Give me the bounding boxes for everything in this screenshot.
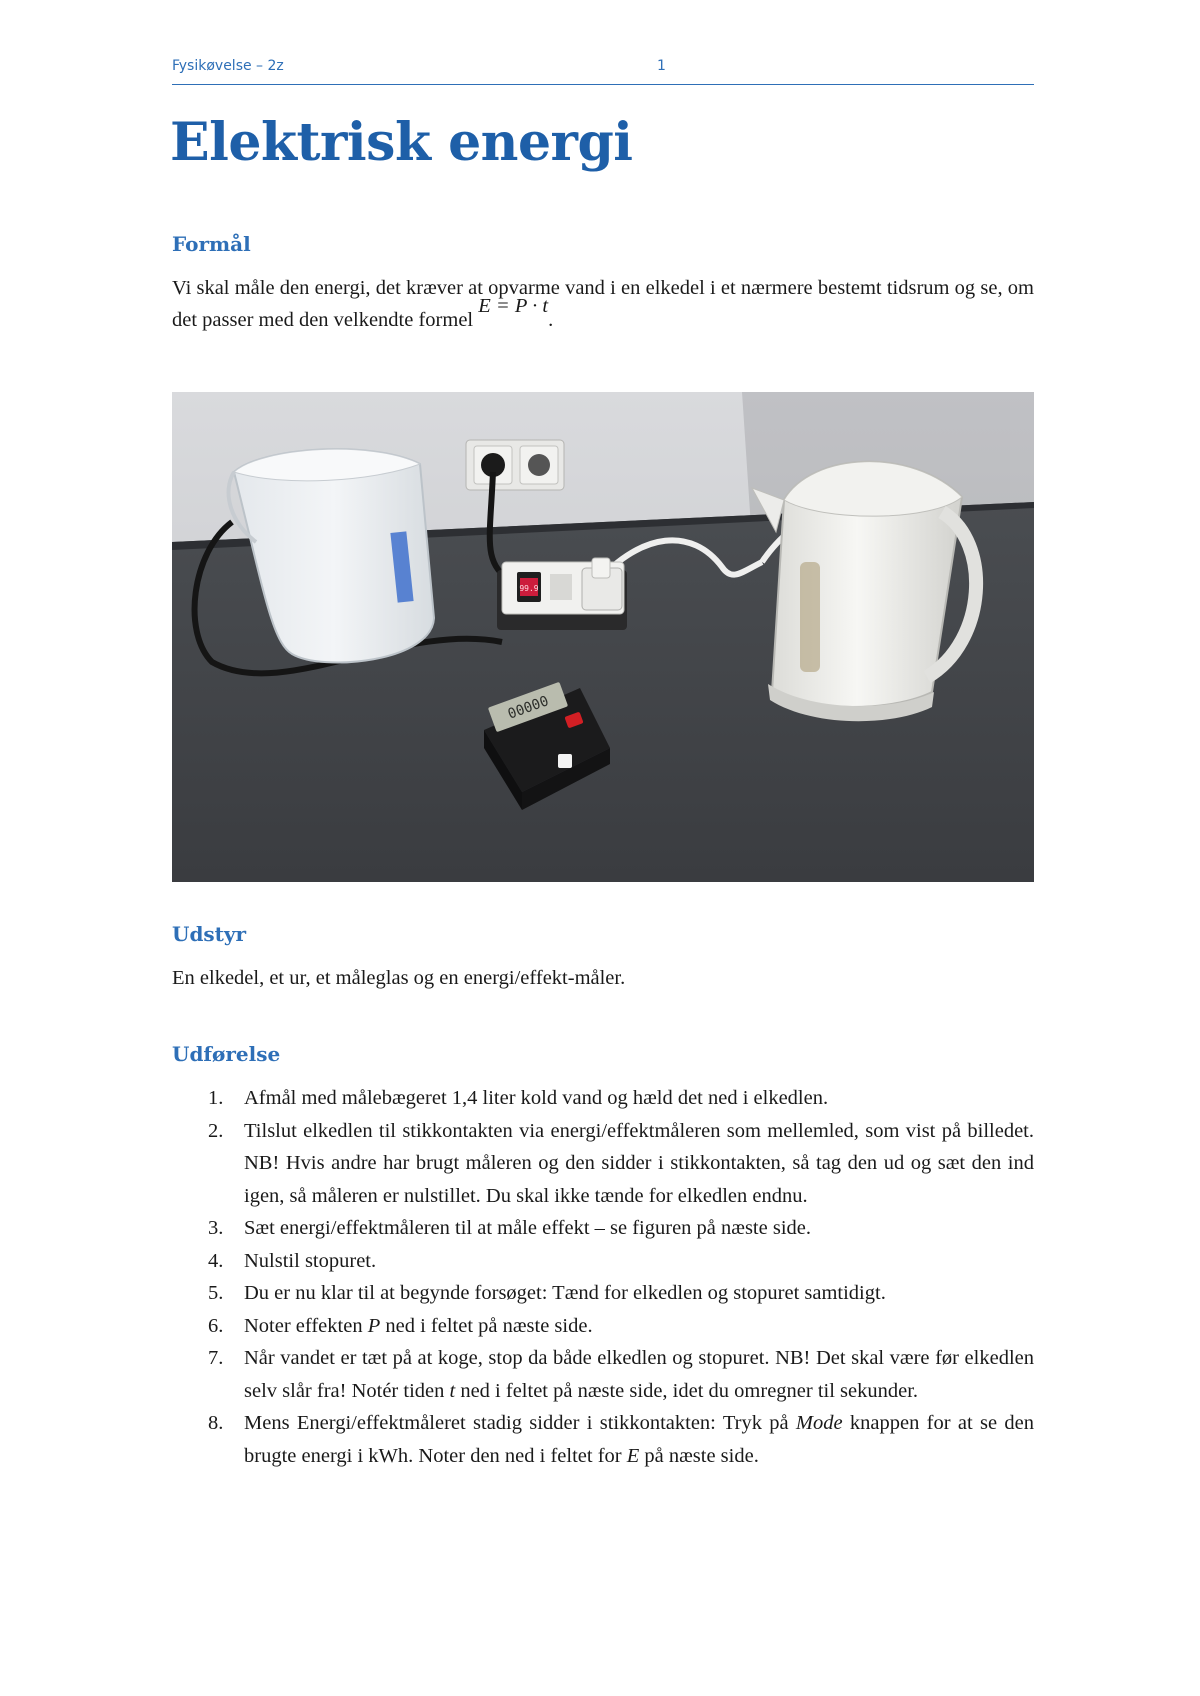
procedure-step <box>172 1115 1034 1213</box>
step-number: 3. <box>208 1217 224 1239</box>
formula: E = P · t <box>478 295 549 317</box>
experiment-photo <box>172 392 1034 882</box>
header-course: Fysikøvelse – 2z <box>172 58 284 74</box>
step-variable: Mode <box>795 1412 843 1434</box>
step-number: 8. <box>208 1412 224 1434</box>
step-variable: t <box>449 1379 456 1402</box>
procedure-step <box>172 1212 1034 1245</box>
step-text: Sæt energi/effektmåleren til at måle effekt – se figuren på næste side. <box>244 1217 811 1239</box>
formaal-text: Vi skal måle den energi, det kræver at opvarme vand i en elkedel i et nærmere bestemt tidsrum og se, om det passer med den velkendte formel <box>172 277 1034 331</box>
procedure-step <box>172 1310 1034 1343</box>
wall-socket <box>466 440 564 490</box>
energy-meter <box>497 558 627 630</box>
step-variable: E <box>626 1444 640 1467</box>
page-title: Elektrisk energi <box>170 112 633 173</box>
procedure-step <box>172 1277 1034 1310</box>
step-text: ned i feltet på næste side, idet du omregner til sekunder. <box>455 1379 919 1402</box>
procedure-list <box>172 1082 1034 1472</box>
step-number: 2. <box>208 1119 224 1142</box>
step-number: 6. <box>208 1314 224 1337</box>
section-heading-formaal: Formål <box>172 232 251 256</box>
step-text: på næste side. <box>639 1444 759 1467</box>
formaal-text-end: . <box>548 309 554 331</box>
procedure-step <box>172 1342 1034 1407</box>
section-heading-udstyr: Udstyr <box>172 922 247 946</box>
procedure-step <box>172 1245 1034 1278</box>
step-text: Nulstil stopuret. <box>244 1249 377 1272</box>
formaal-paragraph <box>172 272 1034 336</box>
step-text: Du er nu klar til at begynde forsøget: Tænd for elkedlen og stopuret samtidigt. <box>244 1282 886 1304</box>
step-number: 7. <box>208 1347 224 1369</box>
page-header <box>172 58 1034 85</box>
step-text: ned i feltet på næste side. <box>380 1314 593 1337</box>
step-variable: P <box>367 1314 381 1337</box>
stopwatch-display: 00000 <box>505 693 551 723</box>
step-text: Noter effekten <box>244 1314 368 1337</box>
procedure-step <box>172 1082 1034 1115</box>
udstyr-paragraph: En elkedel, et ur, et måleglas og en energi/effekt-måler. <box>172 967 626 989</box>
procedure-step <box>172 1407 1034 1472</box>
step-text: knappen for at se den brugte energi i kWh. Noter den ned i feltet for <box>244 1412 1034 1467</box>
step-text: Afmål med målebægeret 1,4 liter kold vand og hæld det ned i elkedlen. <box>244 1087 829 1109</box>
header-page-number: 1 <box>657 58 666 74</box>
step-text: Når vandet er tæt på at koge, stop da både elkedlen og stopuret. NB! Det skal være før elkedlen selv slår fra! Notér tiden <box>244 1347 1034 1402</box>
step-number: 1. <box>208 1087 224 1109</box>
step-text: Mens Energi/effektmåleret stadig sidder i stikkontakten: Tryk på <box>244 1412 796 1434</box>
step-number: 5. <box>208 1282 224 1304</box>
meter-display: 99.9 <box>519 584 539 593</box>
section-heading-udfoerelse: Udførelse <box>172 1042 281 1066</box>
step-text: Tilslut elkedlen til stikkontakten via energi/effektmåleren som mellemled, som vist på billedet. NB! Hvis andre har brugt måleren og den sidder i stikkontakten, så tag den ud og sæt den ind igen, så måleren er nulstillet. Du skal ikke tænde for elkedlen endnu. <box>244 1119 1034 1207</box>
step-number: 4. <box>208 1249 224 1272</box>
